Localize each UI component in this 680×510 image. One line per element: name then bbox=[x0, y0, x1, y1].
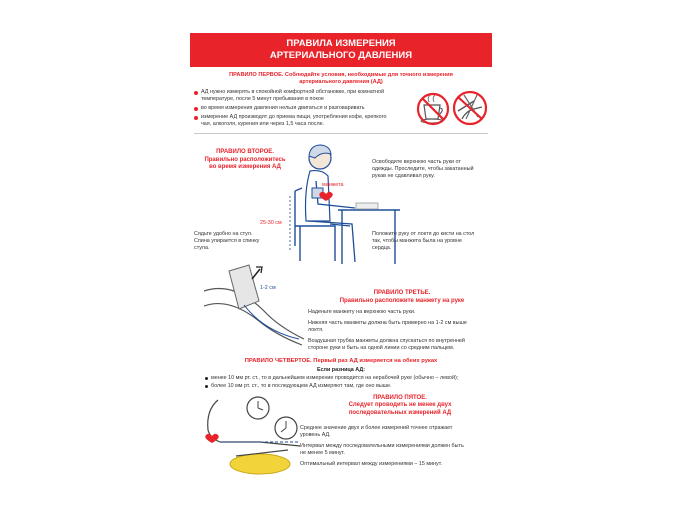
rule5-text-2-line-2: не менее 5 минут. bbox=[300, 450, 345, 456]
rule2-chair-line-1: Сядьте удобно на стул. bbox=[194, 231, 253, 237]
rule1-bullet-1-line-1: АД нужно измерять в спокойной комфортной обстановке, при комнатной bbox=[201, 89, 385, 95]
arm-cuff-illustration bbox=[204, 261, 312, 351]
rule2-sleeve-text bbox=[372, 159, 490, 180]
clocks-and-arm-illustration bbox=[200, 390, 308, 478]
rule5-text-3: Оптимальный интервал между измерениями – 15 минут. bbox=[300, 461, 443, 467]
rule2-sleeve-line-2: одежды. Проследите, чтобы закатанный bbox=[372, 166, 474, 172]
rule3-text-3-line-1: Воздушная трубка манжеты должна спускаться по внутренней bbox=[308, 338, 465, 344]
rule5-text-1 bbox=[300, 425, 492, 439]
rule3-title-line-2: Правильно расположите манжету на руке bbox=[339, 297, 465, 304]
rule1-title-line-2: артериального давления (АД) bbox=[299, 79, 383, 85]
rule2-title-line-3: во время измерения АД bbox=[209, 164, 281, 170]
no-coffee-icon bbox=[416, 89, 450, 127]
rule2-arm-line-3: сердца. bbox=[372, 245, 392, 251]
rule3-title bbox=[312, 290, 492, 305]
rule2-title-line-2: Правильно расположитесь bbox=[204, 156, 286, 163]
rule3-text-3 bbox=[308, 338, 492, 352]
rule3-text-1: Наденьте манжету на верхнюю часть руки. bbox=[308, 309, 416, 315]
separator bbox=[194, 133, 488, 134]
rule4-title: ПРАВИЛО ЧЕТВЕРТОЕ. Первый раз АД измеряется на обеих руках bbox=[244, 358, 438, 364]
rule1-bullet-1 bbox=[194, 89, 414, 103]
rule2-sleeve-line-3: рукав не сдавливал руку. bbox=[372, 173, 435, 179]
rule4-bullet-1: менее 10 мм рт. ст., то в дальнейшем измерение проводится на нерабочей руке (обычно – левой); bbox=[204, 375, 494, 382]
rule2-sleeve-line-1: Освободите верхнюю часть руки от bbox=[372, 159, 461, 165]
rule5-text-2-line-1: Интервал между последовательными измерениями должен быть bbox=[300, 443, 464, 449]
rule2-chair-line-3: стула. bbox=[194, 245, 210, 251]
rule5-text-1-line-2: уровень АД. bbox=[300, 432, 331, 438]
rule3-title-line-1: ПРАВИЛО ТРЕТЬЕ. bbox=[373, 290, 431, 296]
no-smoking-icon bbox=[452, 89, 488, 127]
rule5-text-1-line-1: Среднее значение двух и более измерений точнее отражает bbox=[300, 425, 453, 431]
rule1-bullet-3-line-1: измерение АД производят до приема пищи, употребления кофе, крепкого bbox=[201, 114, 387, 120]
rule1-bullet-2: во время измерения давления нельзя двигаться и разговаривать bbox=[194, 105, 414, 112]
cuff-label: манжета bbox=[322, 182, 344, 188]
rule2-chair-text bbox=[194, 231, 284, 252]
rule5-title-line-3: последовательных измерений АД bbox=[348, 409, 452, 416]
rule2-arm-line-2: так, чтобы манжета была на уровне bbox=[372, 238, 462, 244]
rule1-bullet-1-line-2: температуре, после 5 минут пребывания в покое bbox=[201, 96, 324, 102]
rule4-bullet-2: более 10 мм рт. ст., то в последующем АД измеряют там, где оно выше. bbox=[204, 383, 494, 390]
rule3-text-2-line-2: локтя. bbox=[308, 327, 324, 333]
distance-label: 1-2 см bbox=[260, 285, 276, 291]
rule1-title-line-1: ПРАВИЛО ПЕРВОЕ. Соблюдайте условия, необходимые для точного измерения bbox=[229, 72, 453, 78]
rule5-title-line-2: Следует проводить не менее двух bbox=[348, 402, 452, 409]
rule3-text-3-line-2: стороне руки и быть на одной линии со средним пальцем. bbox=[308, 345, 455, 351]
rule2-arm-text bbox=[372, 231, 492, 252]
rule4-subtitle: Если разница АД: bbox=[316, 367, 366, 373]
rule3-text-2 bbox=[308, 320, 492, 334]
rule3-text-2-line-1: Нижняя часть манжеты должна быть примерно на 1-2 см выше bbox=[308, 320, 467, 326]
rule2-title-line-1: ПРАВИЛО ВТОРОЕ. bbox=[216, 149, 274, 155]
rule1-bullet-3 bbox=[194, 114, 414, 128]
rule5-text-2 bbox=[300, 443, 492, 457]
rule5-title bbox=[308, 395, 492, 417]
rule1-bullet-3-line-2: чая, алкоголя, курения или через 1,5 часа после. bbox=[201, 121, 325, 127]
poster-banner bbox=[190, 33, 492, 67]
banner-line-1: ПРАВИЛА ИЗМЕРЕНИЯ bbox=[286, 38, 396, 49]
rule5-title-line-1: ПРАВИЛО ПЯТОЕ. bbox=[373, 395, 427, 401]
height-label: 25-30 см bbox=[260, 220, 282, 226]
poster bbox=[190, 33, 492, 478]
rule2-arm-line-1: Положите руку от локтя до кисти на стол bbox=[372, 231, 475, 237]
rule1-title bbox=[194, 72, 488, 86]
rule2-chair-line-2: Спина упирается в спинку bbox=[194, 238, 260, 244]
banner-line-2: АРТЕРИАЛЬНОГО ДАВЛЕНИЯ bbox=[269, 50, 413, 61]
